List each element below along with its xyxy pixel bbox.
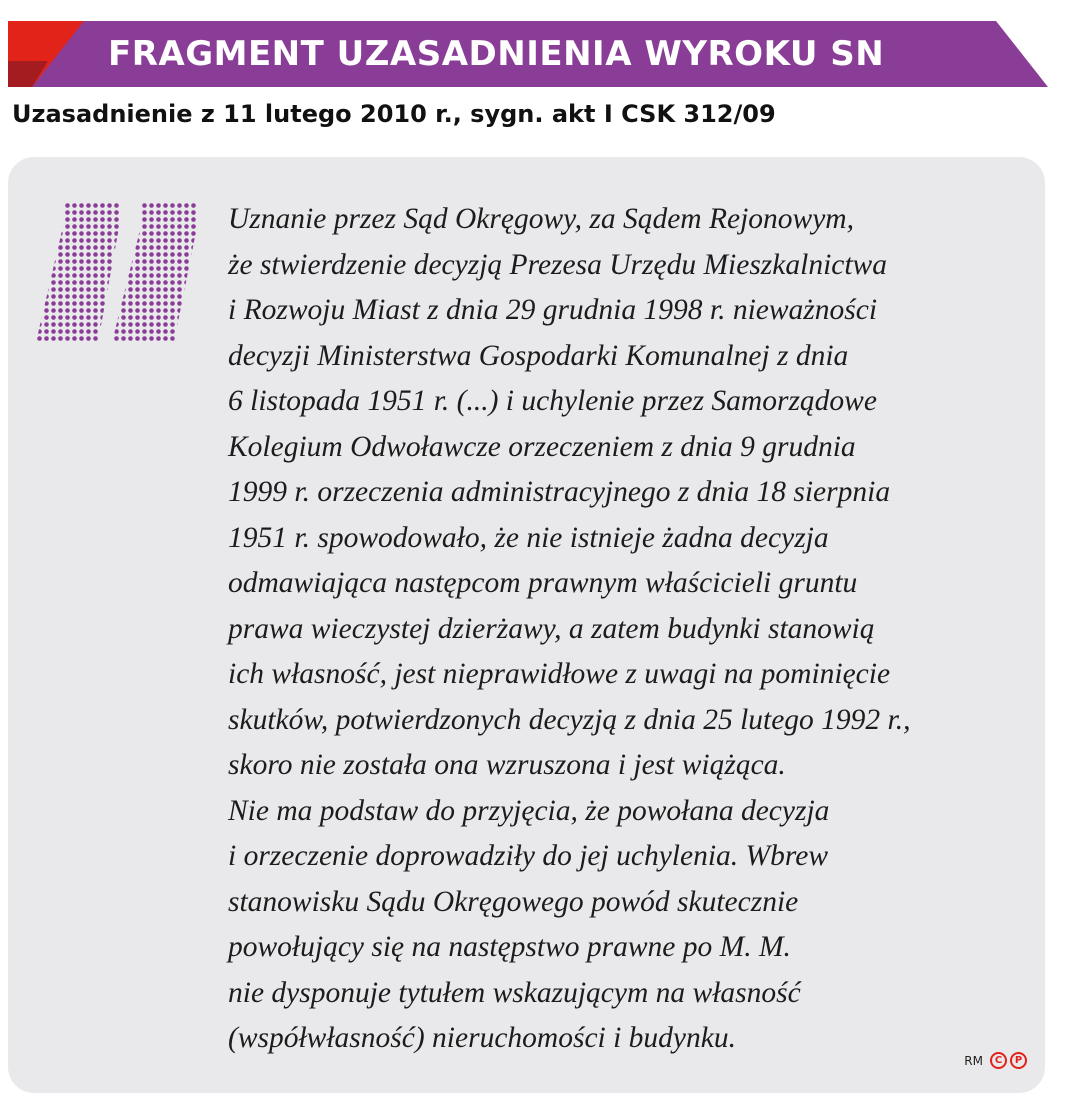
header-banner: [8, 21, 1048, 87]
quote-line: że stwierdzenie decyzją Prezesa Urzędu Mieszkalnictwa: [228, 248, 887, 281]
quote-line: i orzeczenie doprowadziły do jej uchylenia. Wbrew: [228, 840, 828, 872]
quote-line: powołujący się na następstwo prawne po M. M.: [228, 931, 791, 963]
quote-line: i Rozwoju Miast z dnia 29 grudnia 1998 r. nieważności: [228, 294, 878, 326]
quote-line: nie dysponuje tytułem wskazującym na własność: [228, 976, 801, 1009]
quote-line: 1999 r. orzeczenia administracyjnego z dnia 18 sierpnia: [228, 476, 891, 508]
quote-line: Kolegium Odwoławcze orzeczeniem z dnia 9 grudnia: [228, 430, 856, 463]
page-title: FRAGMENT UZASADNIENIA WYROKU SN: [108, 34, 885, 74]
copyright-icon: C: [990, 1052, 1007, 1069]
quote-line: prawa wieczystej dzierżawy, a zatem budynki stanowią: [228, 612, 875, 645]
quote-panel: [8, 157, 1045, 1093]
quote-line: Nie ma podstaw do przyjęcia, że powołana decyzja: [228, 794, 830, 827]
case-reference: Uzasadnienie z 11 lutego 2010 r., sygn. akt I CSK 312/09: [12, 100, 776, 128]
quote-text: [228, 197, 1033, 1062]
quote-line: skutków, potwierdzonych decyzją z dnia 25 lutego 1992 r.,: [228, 703, 911, 736]
quote-line: decyzji Ministerstwa Gospodarki Komunalnej z dnia: [228, 339, 849, 372]
quote-line: Uznanie przez Sąd Okręgowy, za Sądem Rejonowym,: [228, 203, 854, 235]
quote-line: 1951 r. spowodowało, że nie istnieje żadna decyzja: [228, 521, 829, 554]
quote-line: skoro nie została ona wzruszona i jest wiążąca.: [228, 749, 786, 781]
quote-line: ich własność, jest nieprawidłowe z uwagi na pominięcie: [228, 658, 891, 690]
quote-line: 6 listopada 1951 r. (...) i uchylenie przez Samorządowe: [228, 385, 877, 417]
quote-line: (współwłasność) nieruchomości i budynku.: [228, 1022, 736, 1054]
author-initials: RM: [964, 1053, 983, 1068]
quote-line: stanowisku Sądu Okręgowego powód skutecznie: [228, 885, 799, 918]
p-circle-icon: P: [1010, 1052, 1027, 1069]
author-credit: [964, 1052, 1027, 1069]
quotation-mark-icon: [36, 202, 206, 350]
quote-line: odmawiająca następcom prawnym właścicieli gruntu: [228, 567, 858, 599]
